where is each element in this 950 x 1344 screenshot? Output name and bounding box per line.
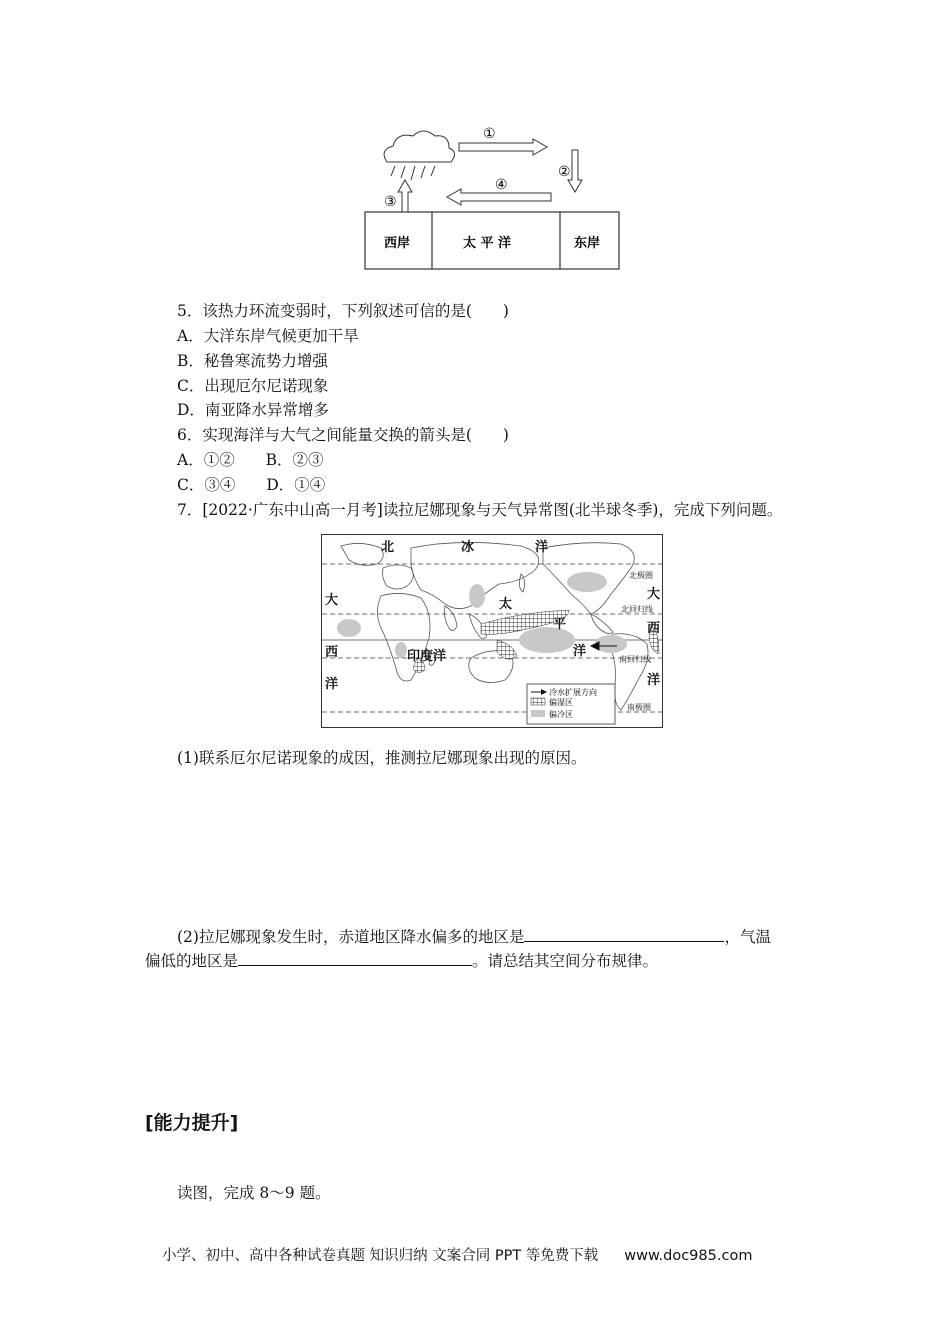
question-7-sub-1: (1)联系厄尔尼诺现象的成因，推测拉尼娜现象出现的原因。 xyxy=(177,749,587,767)
legend-cold-label: 偏冷区 xyxy=(549,710,573,719)
question-7-sub-2-line-1 xyxy=(177,925,771,947)
thermal-circulation-diagram xyxy=(355,120,625,275)
question-5-stem: 5．该热力环流变弱时，下列叙述可信的是( ) xyxy=(177,302,509,320)
footer-text: 小学、初中、高中各种试卷真题 知识归纳 文案合同 PPT 等免费下载 xyxy=(162,1248,599,1264)
map-label-ocean-top: 洋 xyxy=(535,540,549,555)
legend-wet-label: 偏湿区 xyxy=(549,698,573,707)
question-6-option-a: A．①② xyxy=(177,451,235,469)
arrow-1-label: ① xyxy=(483,126,496,142)
map-label-arctic-circle: 北极圈 xyxy=(629,571,653,580)
question-7-sub-2-text-1: (2)拉尼娜现象发生时，赤道地区降水偏多的地区是 xyxy=(177,928,525,946)
arrow-4-label: ④ xyxy=(495,177,508,193)
map-label-atlantic-right-1: 大 xyxy=(647,587,661,602)
legend-arrow-label: 冷水扩展方向 xyxy=(549,688,597,697)
arrow-3-upward xyxy=(398,180,412,212)
map-label-atlantic-right-3: 洋 xyxy=(647,673,661,688)
map-label-tropic-capricorn: 南回归线 xyxy=(619,655,651,664)
page-footer xyxy=(162,1244,752,1265)
west-coast-label: 西岸 xyxy=(384,236,411,251)
map-label-atlantic-left-2: 西 xyxy=(325,645,339,660)
answer-blank-wet-region[interactable] xyxy=(524,925,724,942)
question-6-options-ab xyxy=(177,450,324,470)
question-6-stem: 6．实现海洋与大气之间能量交换的箭头是( ) xyxy=(177,426,509,444)
map-label-pacific-2: 平 xyxy=(553,617,567,632)
map-label-pacific-3: 洋 xyxy=(573,644,587,659)
east-coast-label: 东岸 xyxy=(574,236,601,251)
question-6-option-d: D．①④ xyxy=(266,476,326,494)
map-label-tropic-cancer: 北回归线 xyxy=(621,605,653,614)
question-5-option-d: D．南亚降水异常增多 xyxy=(177,401,329,419)
arrow-3-label: ③ xyxy=(384,194,397,210)
question-7-stem: 7．[2022·广东中山高一月考]读拉尼娜现象与天气异常图(北半球冬季)，完成下列问题。 xyxy=(177,501,783,519)
map-label-atlantic-left-1: 大 xyxy=(325,593,339,608)
pacific-label: 太 平 洋 xyxy=(463,236,512,251)
map-label-indian-ocean: 印度洋 xyxy=(407,649,447,664)
question-7-sub-2-text-2: ，气温 xyxy=(724,928,771,946)
question-5-option-b: B．秘鲁寒流势力增强 xyxy=(177,352,328,370)
map-label-north: 北 xyxy=(381,540,395,555)
answer-blank-cold-region[interactable] xyxy=(238,949,472,966)
question-6-option-b: B．②③ xyxy=(265,451,324,469)
question-7-sub-2-text-3: 偏低的地区是 xyxy=(145,952,239,970)
question-5-option-c: C．出现厄尔尼诺现象 xyxy=(177,377,329,395)
section-title: [能力提升] xyxy=(145,1112,239,1134)
read-instruction: 读图，完成 8～9 题。 xyxy=(177,1184,331,1202)
map-label-ice: 冰 xyxy=(461,540,475,555)
question-7-sub-2-text-4: 。请总结其空间分布规律。 xyxy=(472,952,659,970)
rain-cloud-icon xyxy=(384,131,454,180)
arrow-1-eastward xyxy=(459,139,547,155)
map-label-pacific-1: 太 xyxy=(499,597,513,612)
map-legend xyxy=(527,684,615,724)
map-label-atlantic-right-2: 西 xyxy=(647,621,661,636)
map-label-antarctic-circle: 南极圈 xyxy=(627,703,651,712)
la-nina-world-map xyxy=(321,534,663,728)
question-7-sub-2-line-2 xyxy=(145,949,658,971)
footer-url[interactable]: www.doc985.com xyxy=(624,1248,753,1264)
question-6-options-cd xyxy=(177,475,325,495)
map-label-atlantic-left-3: 洋 xyxy=(325,677,339,692)
question-6-option-c: C．③④ xyxy=(177,476,236,494)
arrow-2-label: ② xyxy=(558,164,571,180)
question-5-option-a: A．大洋东岸气候更加干旱 xyxy=(177,327,359,345)
